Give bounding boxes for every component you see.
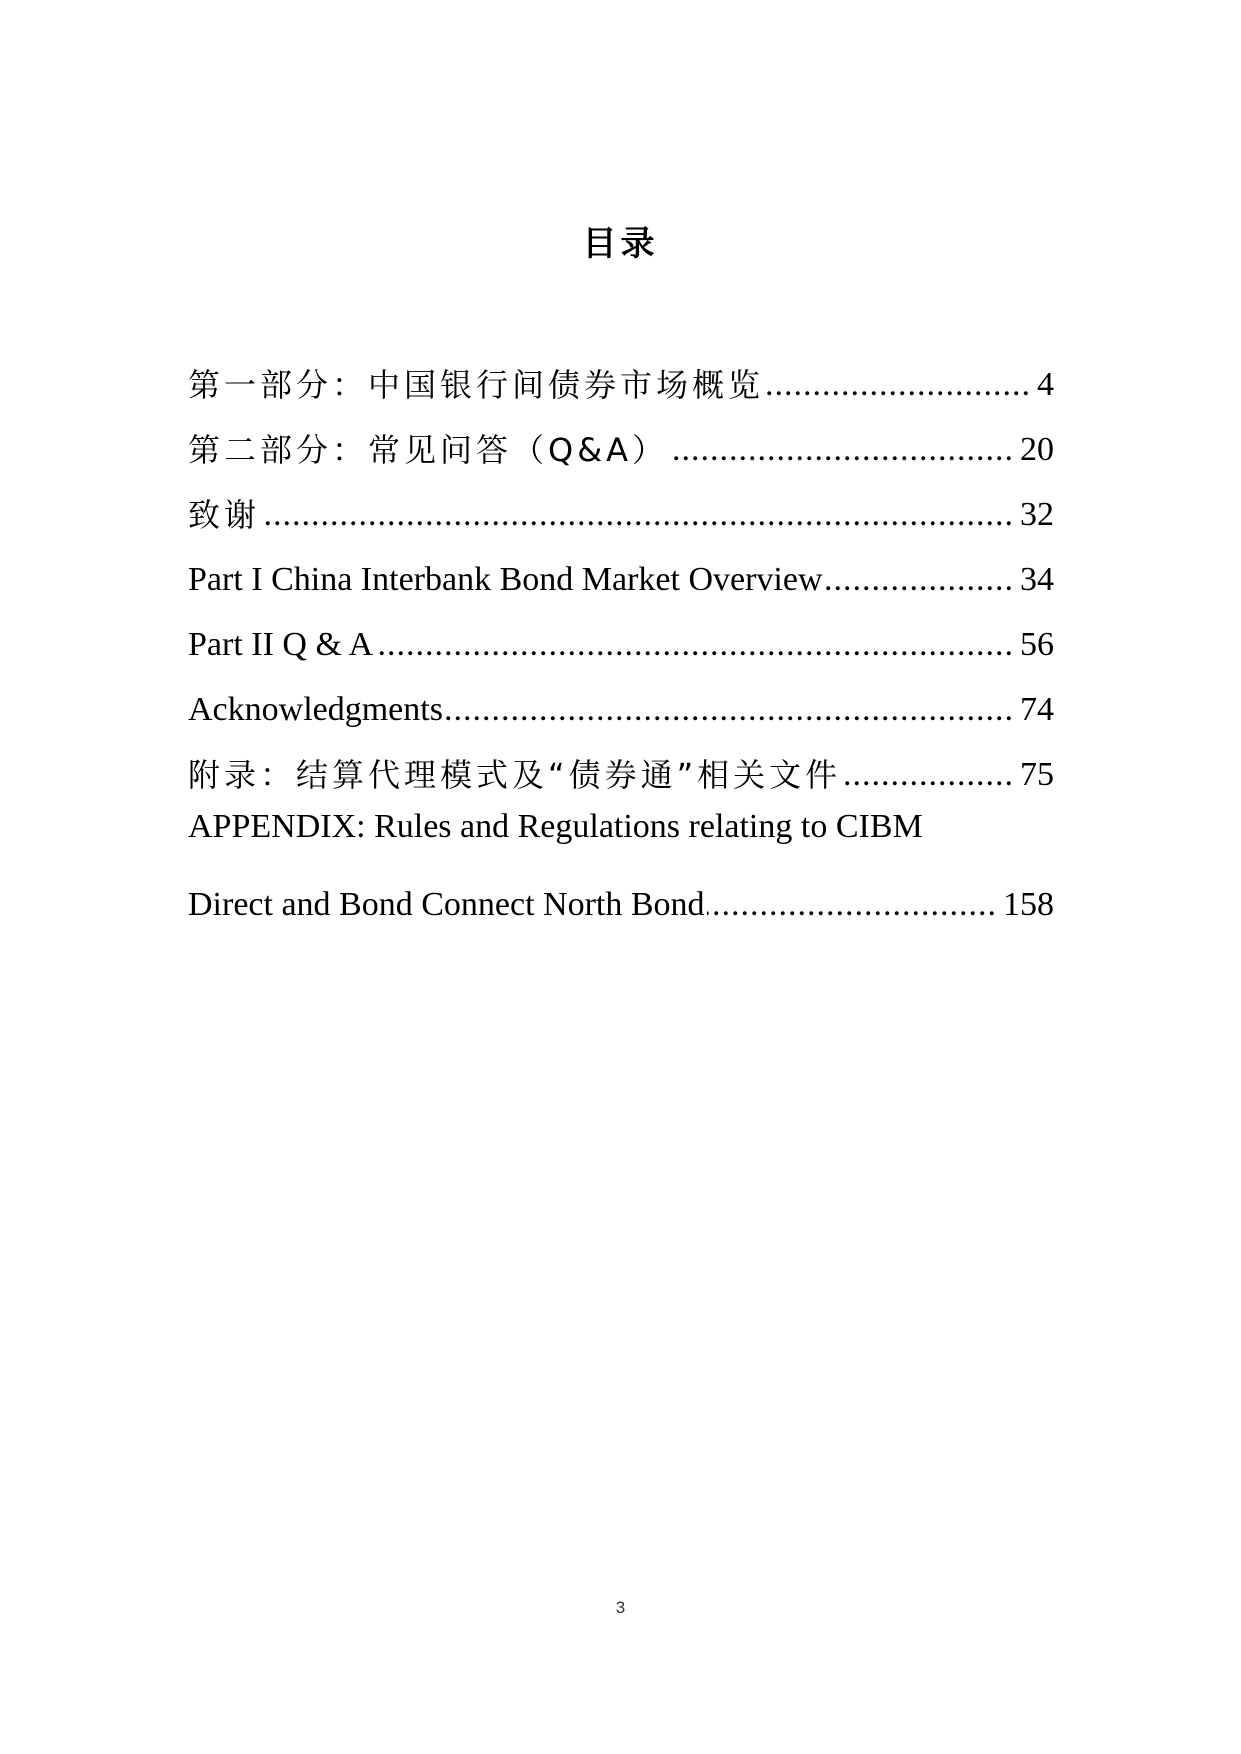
toc-entry-label: 第一部分：中国银行间债券市场概览 [188, 365, 765, 404]
table-of-contents [188, 352, 1054, 937]
toc-entry-label: 致谢 [188, 495, 261, 534]
toc-entry-part2-en[interactable] [188, 612, 1054, 677]
toc-entry-page: 56 [1020, 625, 1054, 663]
dot-leader [375, 625, 1014, 665]
toc-entry-appendix-en-line2[interactable] [188, 872, 1054, 937]
dot-leader [262, 495, 1014, 535]
toc-entry-part2-cn[interactable] [188, 417, 1054, 482]
dot-leader [843, 755, 1014, 795]
toc-entry-page: 34 [1020, 560, 1054, 598]
toc-entry-page: 75 [1020, 755, 1054, 793]
toc-entry-label: APPENDIX: Rules and Regulations relating to CIBM [188, 808, 923, 845]
toc-entry-acknowledgments-en[interactable] [188, 677, 1054, 742]
toc-title: 目录 [582, 224, 659, 264]
toc-entry-page: 32 [1020, 495, 1054, 533]
dot-leader [707, 885, 997, 925]
toc-entry-label: Acknowledgments [188, 690, 443, 728]
toc-entry-appendix-en-line1[interactable] [188, 807, 1054, 872]
dot-leader [445, 690, 1014, 730]
toc-entry-acknowledgments-cn[interactable] [188, 482, 1054, 547]
toc-entry-part1-en[interactable] [188, 547, 1054, 612]
toc-entry-label: Part II Q & A [188, 625, 374, 663]
dot-leader [670, 430, 1014, 470]
toc-entry-label: Direct and Bond Connect North Bond [188, 885, 705, 923]
toc-entry-label: 附录：结算代理模式及“债券通”相关文件 [188, 755, 842, 794]
page-number: 3 [615, 1598, 626, 1617]
toc-entry-page: 158 [1003, 885, 1054, 923]
toc-entry-label: Part I China Interbank Bond Market Overview [188, 560, 823, 598]
toc-entry-page: 20 [1020, 430, 1054, 468]
toc-entry-label: 第二部分：常见问答（Q&A） [188, 430, 669, 469]
toc-entry-page: 74 [1020, 690, 1054, 728]
toc-entry-page: 4 [1037, 365, 1054, 403]
dot-leader [825, 560, 1015, 600]
toc-entry-part1-cn[interactable] [188, 352, 1054, 417]
dot-leader [766, 365, 1031, 405]
toc-entry-appendix-cn[interactable] [188, 742, 1054, 807]
